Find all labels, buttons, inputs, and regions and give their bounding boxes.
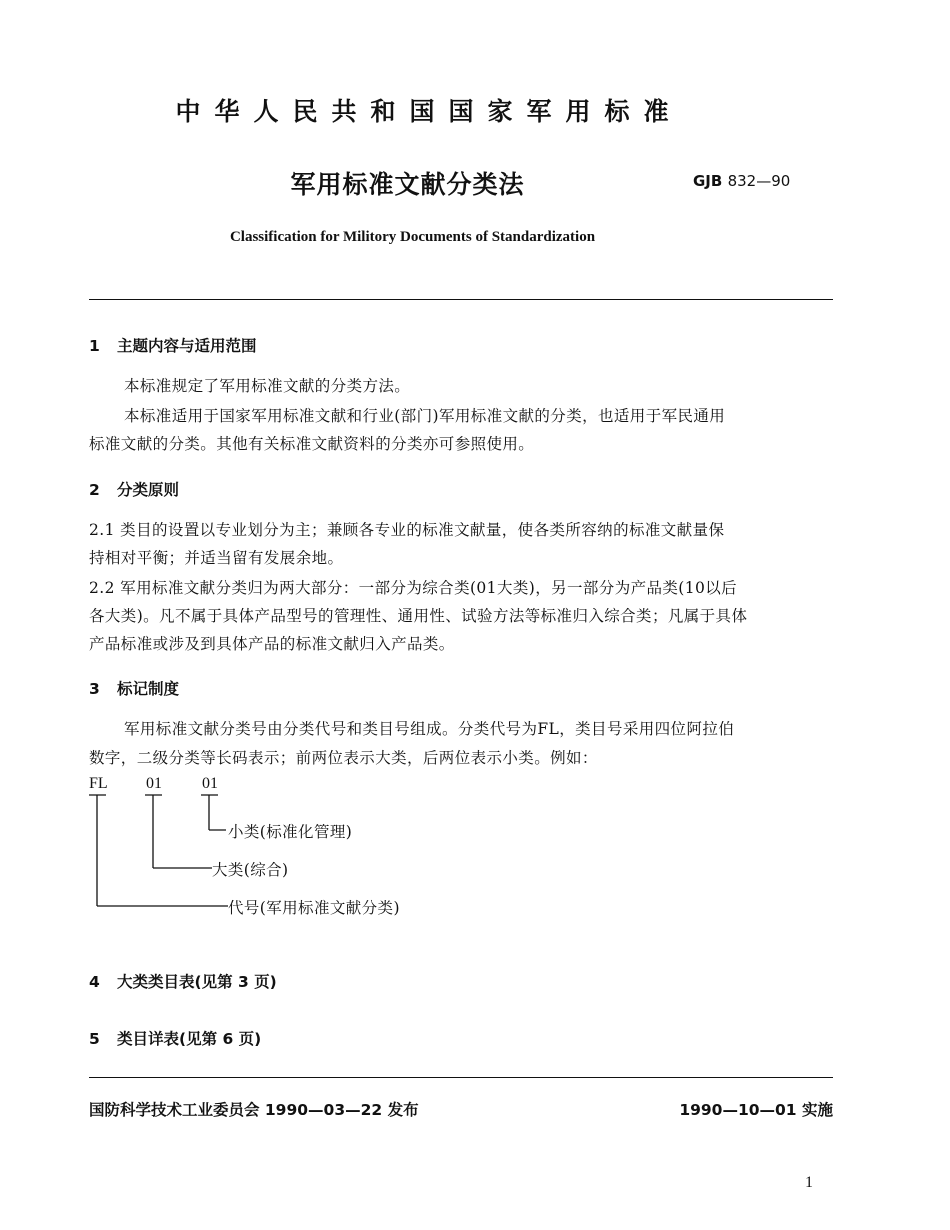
paragraph: 本标准适用于国家军用标准文献和行业(部门)军用标准文献的分类，也适用于军民通用 (124, 407, 726, 425)
section-number: 2 (89, 481, 100, 499)
issuer-title: 中华人民共和国国家军用标准 (175, 97, 683, 126)
section-number: 4 (89, 973, 100, 991)
section-5-heading (89, 1027, 261, 1049)
code-fl: FL (89, 775, 108, 792)
document-title: 军用标准文献分类法 (290, 170, 525, 199)
clause-2-2: 产品标准或涉及到具体产品的标准文献归入产品类。 (89, 635, 455, 653)
paragraph: 军用标准文献分类号由分类代号和类目号组成。分类代号为FL，类目号采用四位阿拉伯 (124, 720, 735, 738)
paragraph: 数字，二级分类等长码表示；前两位表示大类，后两位表示小类。例如： (89, 749, 598, 767)
section-title: 标记制度 (117, 680, 180, 698)
label-fl: 代号(军用标准文献分类) (228, 899, 400, 917)
paragraph: 标准文献的分类。其他有关标准文献资料的分类亦可参照使用。 (89, 435, 535, 453)
clause-2-2: 各大类)。凡不属于具体产品型号的管理性、通用性、试验方法等标准归入综合类；凡属于具体 (89, 607, 748, 625)
clause-2-1: 持相对平衡；并适当留有发展余地。 (89, 549, 344, 567)
document-code-prefix: GJB (693, 172, 723, 190)
issued-by: 国防科学技术工业委员会 1990—03—22 发布 (89, 1101, 419, 1119)
document-code-number: 832—90 (727, 172, 791, 190)
bottom-divider (89, 1077, 833, 1078)
label-major: 大类(综合) (212, 861, 289, 879)
section-number: 1 (89, 337, 100, 355)
section-4-heading (89, 970, 277, 992)
english-title: Classification for Militory Documents of Standardization (229, 229, 596, 245)
code-major: 01 (146, 775, 162, 792)
section-title: 类目详表(见第 6 页) (117, 1030, 262, 1048)
section-title: 大类类目表(见第 3 页) (117, 973, 277, 991)
paragraph: 本标准规定了军用标准文献的分类方法。 (124, 377, 411, 395)
section-title: 分类原则 (117, 481, 180, 499)
code-minor: 01 (202, 775, 218, 792)
page-number: 1 (805, 1174, 813, 1191)
clause-2-1: 2.1 类目的设置以专业划分为主；兼顾各专业的标准文献量，使各类所容纳的标准文献量保 (89, 521, 725, 539)
section-number: 3 (89, 680, 100, 698)
clause-2-2: 2.2 军用标准文献分类归为两大部分：一部分为综合类(01大类)，另一部分为产品类(10以后 (89, 579, 738, 597)
section-number: 5 (89, 1030, 100, 1048)
section-title: 主题内容与适用范围 (117, 337, 257, 355)
label-minor: 小类(标准化管理) (228, 823, 353, 841)
effective-date: 1990—10—01 实施 (679, 1101, 833, 1119)
